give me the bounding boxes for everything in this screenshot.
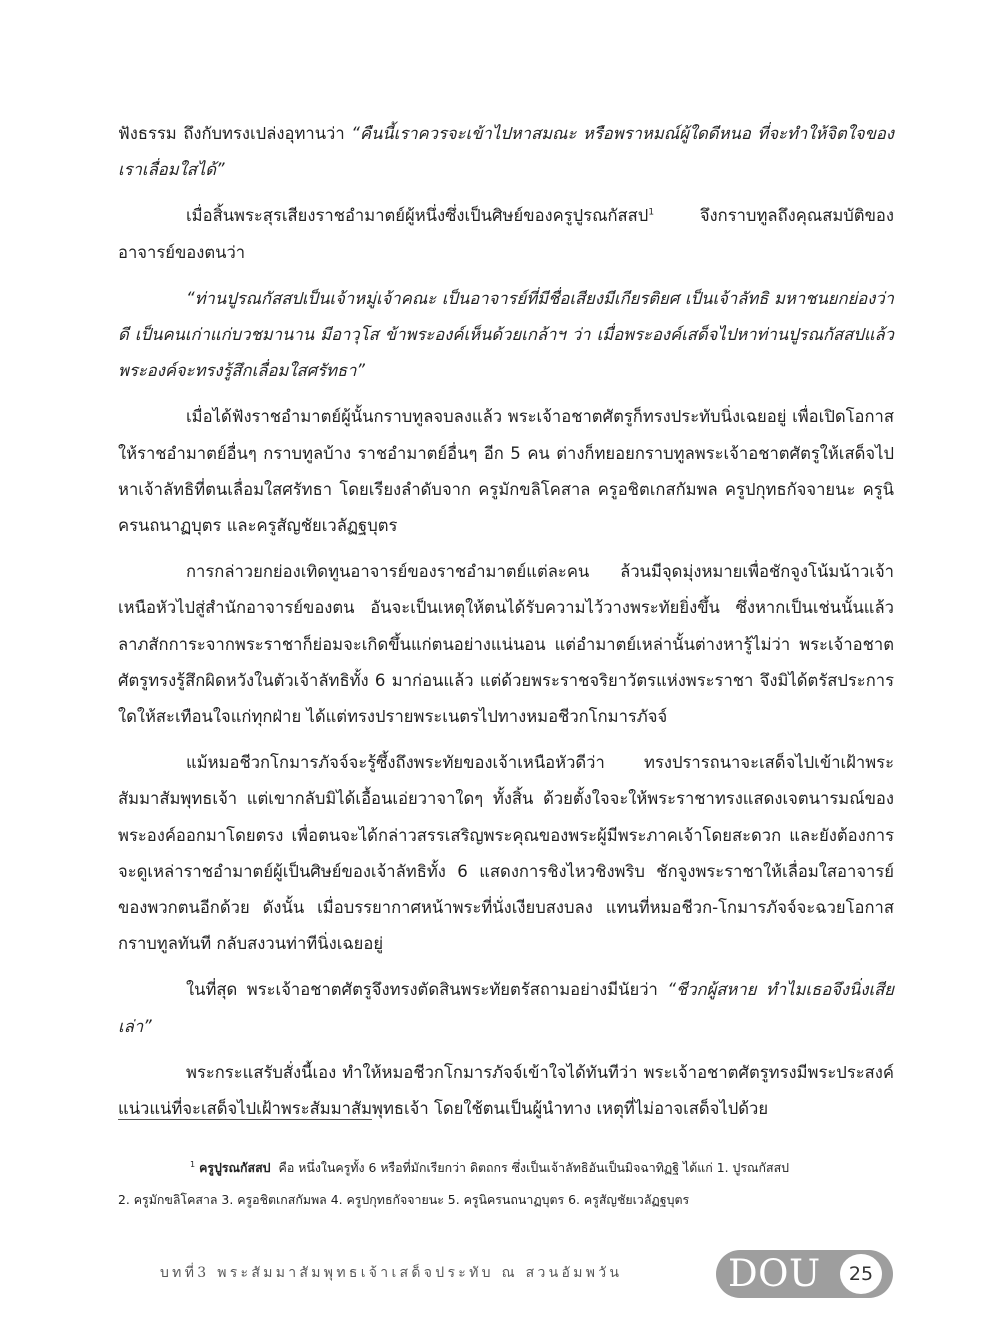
footnote-term: ครูปูรณกัสสป — [199, 1160, 271, 1175]
paragraph-5: การกล่าวยกย่องเทิดทูนอาจารย์ของราชอำมาตย์แต่ละคน ล้วนมีจุดมุ่งหมายเพื่อชักจูงโน้มน้าวเจ้าเหนือหัวไปสู่สำนักอาจารย์ของตน อันจะเป็นเหตุให้ตนได้รับความไว้วางพระทัยยิ่งขึ้น ซึ่งหากเป็นเช่นนั้นแล้ว ลาภสักการะจากพระราชาก็ย่อมจะเกิดขึ้นแก่ตนอย่างแน่นอน แต่อำมาตย์เหล่านั้นต่างหารู้ไม่ว่า พระเจ้าอชาตศัตรูทรงรู้สึกผิดหวังในตัวเจ้าลัทธิทั้ง 6 มาก่อนแล้ว แต่ด้วยพระราชจริยาวัตรแห่งพระราชา จึงมิได้ตรัสประการใดให้สะเทือนใจแก่ทุกฝ่าย ได้แต่ทรงปรายพระเนตรไปทางหมอชีวกโกมารภัจจ์ — [118, 562, 894, 727]
footnote — [118, 1152, 894, 1216]
footnote-line-1-text: คือ หนึ่งในครูทั้ง 6 หรือที่มักเรียกว่า ดิตถกร ซึ่งเป็นเจ้าลัทธิอันเป็นมิจฉาทิฏฐิ ได้แก่ 1. ปูรณกัสสป — [278, 1160, 789, 1175]
paragraph-1 — [118, 116, 894, 188]
king-question-quote: “ชีวกผู้สหาย ทำไมเธอจึงนิ่งเสียเล่า” — [118, 980, 894, 1036]
paragraph-2-before: เมื่อสิ้นพระสุรเสียงราชอำมาตย์ผู้หนึ่งซึ่งเป็นศิษย์ของครูปูรณกัสสป — [186, 206, 649, 226]
dou-logo: DOU — [728, 1252, 821, 1295]
footnote-reference[interactable]: 1 — [648, 207, 655, 218]
paragraph-2-after: จึงกราบทูลถึงคุณสมบัติของอาจารย์ของตนว่า — [118, 206, 894, 262]
paragraph-4: เมื่อได้ฟังราชอำมาตย์ผู้นั้นกราบทูลจบลงแล้ว พระเจ้าอชาตศัตรูก็ทรงประทับนิ่งเฉยอยู่ เพื่อเปิดโอกาสให้ราชอำมาตย์อื่นๆ กราบทูลบ้าง ราชอำมาตย์อื่นๆ อีก 5 คน ต่างก็ทยอยกราบทูลพระเจ้าอชาตศัตรูให้เสด็จไปหาเจ้าลัทธิที่ตนเลื่อมใสศรัทธา โดยเรียงลำดับจาก ครูมักขลิโคสาล ครูอชิตเกสกัมพล ครูปกุทธกัจจายนะ ครูนิครนถนาฏบุตร และครูสัญชัยเวลัฏฐบุตร — [118, 407, 894, 536]
paragraph-7-text: ในที่สุด พระเจ้าอชาตศัตรูจึงทรงตัดสินพระทัยตรัสถามอย่างมีนัยว่า — [186, 980, 668, 1000]
paragraph-8: พระกระแสรับสั่งนี้เอง ทำให้หมอชีวกโกมารภัจจ์เข้าใจได้ทันทีว่า พระเจ้าอชาตศัตรูทรงมีพระประสงค์แน่วแน่ที่จะเสด็จไปเฝ้าพระสัมมาสัมพุทธเจ้า โดยใช้ตนเป็นผู้นำทาง เหตุที่ไม่อาจเสด็จไปด้วย — [118, 1062, 894, 1119]
footnote-line-1 — [118, 1152, 894, 1184]
king-exclamation-quote: “คืนนี้เราควรจะเข้าไปหาสมณะ หรือพราหมณ์ผู้ใดดีหนอ ที่จะทำให้จิตใจของเราเลื่อมใสได้” — [118, 124, 894, 180]
paragraph-6: แม้หมอชีวกโกมารภัจจ์จะรู้ซึ้งถึงพระทัยของเจ้าเหนือหัวดีว่า ทรงปรารถนาจะเสด็จไปเข้าเฝ้าพระสัมมาสัมพุทธเจ้า แต่เขากลับมิได้เอื้อนเอ่ยวาจาใดๆ ทั้งสิ้น ด้วยตั้งใจจะให้พระราชาทรงแสดงเจตนารมณ์ของพระองค์ออกมาโดยตรง เพื่อตนจะได้กล่าวสรรเสริญพระคุณของพระผู้มีพระภาคเจ้าโดยสะดวก และยังต้องการจะดูเหล่าราชอำมาตย์ผู้เป็นศิษย์ของเจ้าลัทธิทั้ง 6 แสดงการชิงไหวชิงพริบ ชักจูงพระราชาให้เลื่อมใสอาจารย์ของพวกตนอีกด้วย ดังนั้น เมื่อบรรยากาศหน้าพระที่นั่งเงียบสงบลง แทนที่หมอชีวก-โกมารภัจจ์จะฉวยโอกาสกราบทูลทันที กลับสงวนท่าทีนิ่งเฉยอยู่ — [118, 753, 894, 954]
paragraph-7 — [118, 972, 894, 1044]
footnote-divider — [118, 1119, 372, 1120]
chapter-running-footer: บทที่3 พระสัมมาสัมพุทธเจ้าเสด็จประทับ ณ สวนอัมพวัน — [160, 1265, 623, 1281]
page-number: 25 — [840, 1254, 882, 1294]
minister-quote: “ท่านปูรณกัสสปเป็นเจ้าหมู่เจ้าคณะ เป็นอาจารย์ที่มีชื่อเสียงมีเกียรติยศ เป็นเจ้าลัทธิ มหาชนยกย่องว่าดี เป็นคนเก่าแก่บวชมานาน มีอาวุโส ข้าพระองค์เห็นด้วยเกล้าฯ ว่า เมื่อพระองค์เสด็จไปหาท่านปูรณกัสสปแล้ว พระองค์จะทรงรู้สึกเลื่อมใสศรัทธา” — [118, 288, 894, 381]
paragraph-2 — [118, 198, 894, 270]
footnote-line-2: 2. ครูมักขลิโคสาล 3. ครูอชิตเกสกัมพล 4. ครูปกุทธกัจจายนะ 5. ครูนิครนถนาฏบุตร 6. ครูสัญชัยเวลัฏฐบุตร — [118, 1192, 690, 1207]
page-body — [118, 116, 894, 1137]
paragraph-1-text: ฟังธรรม ถึงกับทรงเปล่งอุทานว่า — [118, 124, 352, 143]
dou-page-badge — [716, 1250, 893, 1298]
footnote-number: 1 — [190, 1159, 196, 1169]
